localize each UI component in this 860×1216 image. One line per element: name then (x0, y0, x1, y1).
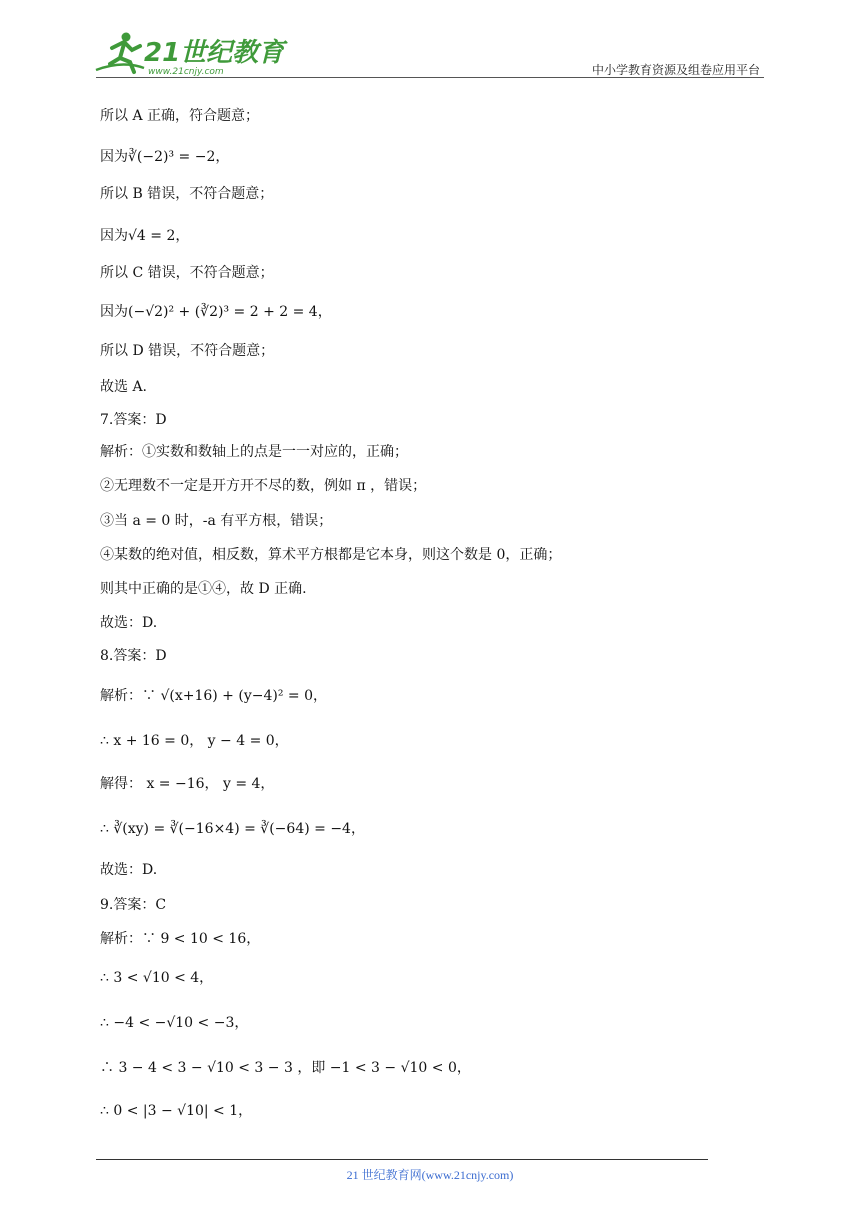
text-line: 所以 B 错误，不符合题意； (100, 186, 274, 202)
text-line: 解析：∵ √(x+16) + (y−4)² = 0， (100, 688, 327, 704)
text-line: 所以 C 错误，不符合题意； (100, 265, 274, 281)
text-line: 故选 A. (100, 379, 148, 395)
text-line: ∴ 0 < |3 − √10| < 1， (100, 1103, 253, 1119)
runner-logo-icon (92, 30, 285, 78)
footer-divider (96, 1159, 708, 1160)
text-line: ∴ x + 16 = 0， y − 4 = 0， (100, 733, 289, 749)
logo-brand-text: 21世纪教育 (144, 38, 285, 68)
text-line: 因为(−√2)² + (∛2)³ = 2 + 2 = 4， (100, 304, 332, 320)
text-line: 所以 D 错误，不符合题意； (100, 343, 275, 359)
question-answer: 9.答案：C (100, 897, 167, 913)
text-line: ④某数的绝对值，相反数，算术平方根都是它本身，则这个数是 0，正确； (100, 547, 562, 563)
text-line: ∴ ∛(xy) = ∛(−16×4) = ∛(−64) = −4， (100, 821, 365, 837)
text-line: ∴ 3 < √10 < 4， (100, 970, 214, 986)
text-line: ∴ 3 − 4 < 3 − √10 < 3 − 3 ，即 −1 < 3 − √10 < 0， (100, 1060, 471, 1076)
text-line: ∴ −4 < −√10 < −3， (100, 1015, 249, 1031)
footer-link[interactable]: 21 世纪教育网(www.21cnjy.com) (346, 1168, 514, 1182)
text-line: 故选：D. (100, 862, 158, 878)
page-header (0, 0, 860, 80)
text-line: 解析：∵ 9 < 10 < 16， (100, 931, 261, 947)
text-line: 则其中正确的是①④，故 D 正确. (100, 581, 307, 597)
text-line: 因为√4 = 2， (100, 228, 190, 244)
text-line: ②无理数不一定是开方开不尽的数，例如 π ，错误； (100, 478, 427, 494)
text-line: 解析：①实数和数轴上的点是一一对应的，正确； (100, 444, 408, 460)
logo-url-text: www.21cnjy.com (148, 67, 224, 77)
text-line: 因为∛(−2)³ = −2， (100, 149, 230, 165)
text-line: 解得： x = −16， y = 4， (100, 776, 275, 792)
text-line: 故选：D. (100, 615, 158, 631)
question-answer: 7.答案：D (100, 412, 167, 428)
text-line: 所以 A 正确，符合题意； (100, 108, 260, 124)
header-divider (96, 77, 764, 78)
platform-tagline: 中小学教育资源及组卷应用平台 (591, 63, 760, 77)
question-answer: 8.答案：D (100, 648, 167, 664)
text-line: ③当 a = 0 时，-a 有平方根，错误； (100, 513, 333, 529)
site-logo[interactable] (92, 30, 285, 78)
